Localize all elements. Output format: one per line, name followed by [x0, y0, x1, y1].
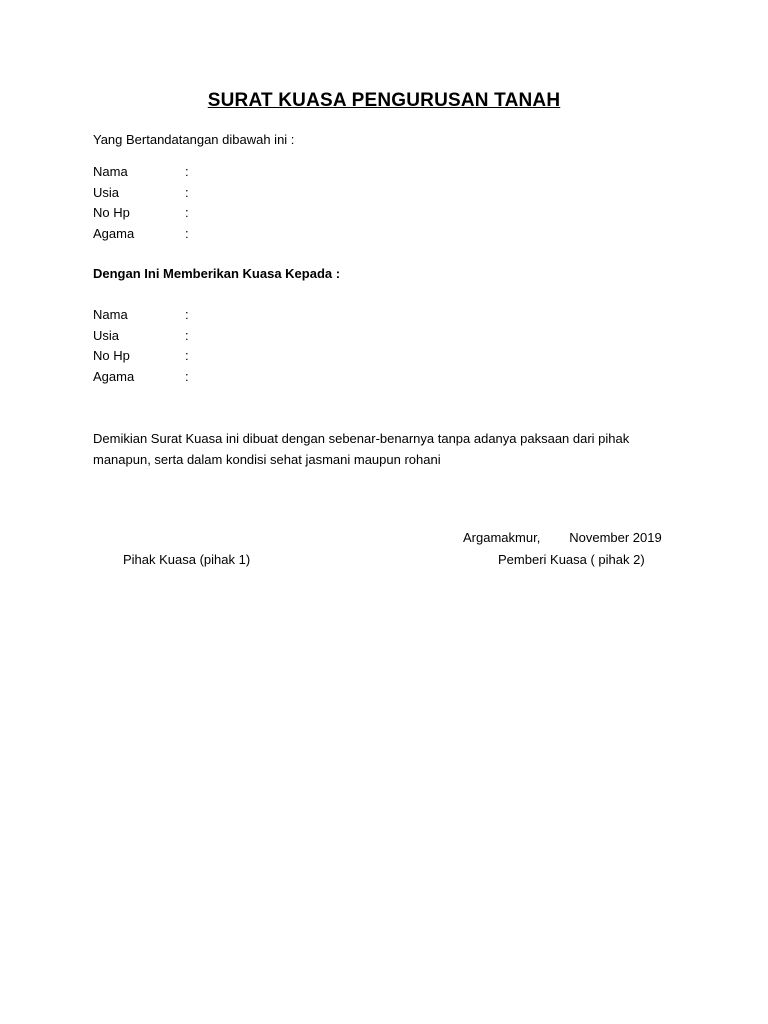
closing-paragraph: Demikian Surat Kuasa ini dibuat dengan sebenar-benarnya tanpa adanya paksaan dari pihak manapun, serta dalam kondisi sehat jasmani maupun rohani [93, 431, 630, 467]
field-colon: : [185, 368, 189, 384]
field-label: Nama [93, 164, 128, 179]
signature-left-label: Pihak Kuasa (pihak 1) [123, 552, 251, 567]
field-label: Agama [93, 225, 135, 241]
date-text: November 2019 [569, 530, 662, 545]
place-text: Argamakmur, [463, 530, 541, 545]
intro-text: Yang Bertandatangan dibawah ini : [93, 132, 295, 147]
section2-heading: Dengan Ini Memberikan Kuasa Kepada : [93, 266, 341, 281]
field-label: Usia [93, 184, 120, 200]
field-colon: : [185, 205, 189, 220]
field-row-nama [93, 162, 189, 183]
field-row-agama [93, 367, 189, 388]
field-row-nohp [93, 203, 189, 224]
field-label: No Hp [93, 205, 130, 220]
field-row-usia [93, 326, 189, 347]
field-label: No Hp [93, 348, 130, 363]
field-row-nohp [93, 346, 189, 367]
party2-fields [93, 305, 189, 387]
field-colon: : [185, 307, 189, 322]
field-row-nama [93, 305, 189, 326]
signature-right-label: Pemberi Kuasa ( pihak 2) [498, 552, 645, 567]
field-colon: : [185, 348, 189, 363]
field-colon: : [185, 184, 189, 200]
place-date [463, 530, 662, 545]
document-title: SURAT KUASA PENGURUSAN TANAH [207, 90, 561, 111]
field-colon: : [185, 327, 189, 343]
field-label: Usia [93, 327, 120, 343]
field-label: Nama [93, 307, 128, 322]
field-row-usia [93, 183, 189, 204]
field-colon: : [185, 164, 189, 179]
party1-fields [93, 162, 189, 244]
field-row-agama [93, 224, 189, 245]
field-label: Agama [93, 368, 135, 384]
field-colon: : [185, 225, 189, 241]
